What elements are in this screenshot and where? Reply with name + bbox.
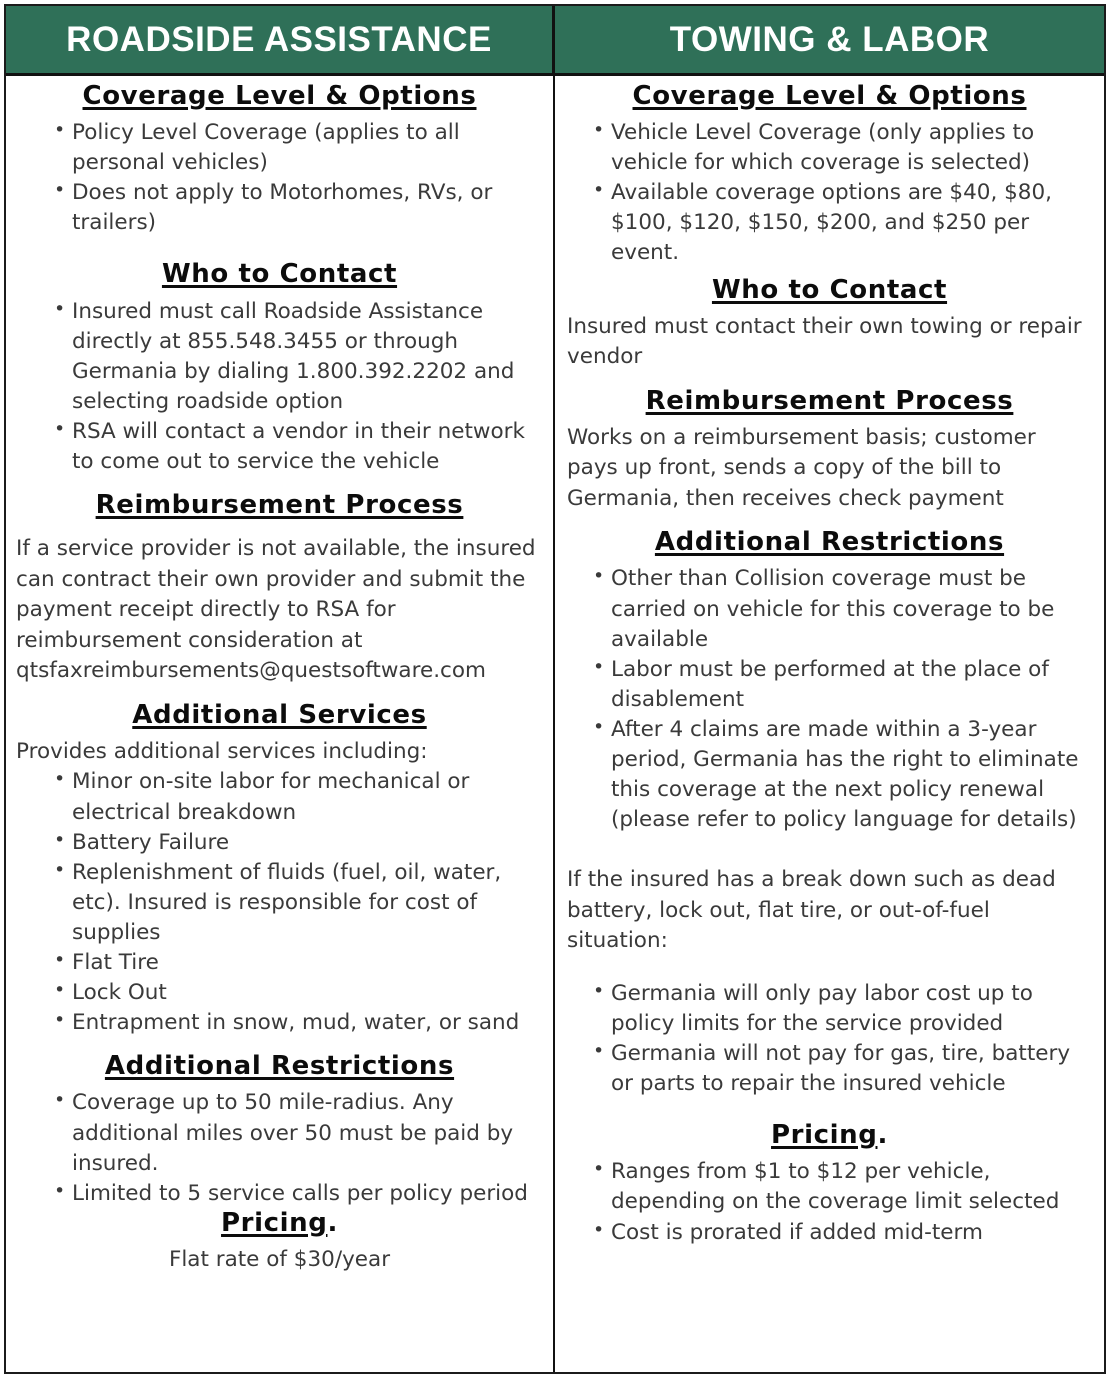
heading-reimbursement-process-left-text: Reimbursement Process [95,490,464,521]
heading-additional-restrictions-left-text: Additional Restrictions [104,1051,455,1082]
list-item: • Flat Tire [54,948,543,978]
list-restrictions-left [16,1088,543,1208]
spacer [16,290,543,297]
header-cell-towing-labor [555,6,1104,73]
heading-reimbursement-process-right [567,387,1092,416]
list-item: • After 4 claims are made within a 3-year period, Germania has the right to eliminate this coverage at the next policy renewal (please refer to policy language for details) [593,715,1092,835]
list-item: • Germania will not pay for gas, tire, battery or parts to repair the insured vehicle [593,1039,1092,1099]
heading-additional-services-left [16,701,543,730]
list-item: • Does not apply to Motorhomes, RVs, or trailers) [54,178,543,238]
spacer [16,477,543,491]
list-item: • Labor must be performed at the place of disablement [593,655,1092,715]
heading-additional-restrictions-right-text: Additional Restrictions [654,527,1005,558]
list-item: • Cost is prorated if added mid-term [593,1218,1092,1248]
list-item: • Battery Failure [54,828,543,858]
spacer [567,557,1092,564]
heading-coverage-level-options-right [567,82,1092,111]
list-item: • Ranges from $1 to $12 per vehicle, depending on the coverage limit selected [593,1157,1092,1217]
heading-additional-restrictions-right [567,528,1092,557]
spacer [16,1238,543,1245]
table-body-row [6,76,1104,1372]
spacer [16,111,543,118]
list-item: • Other than Collision coverage must be carried on vehicle for this coverage to be available [593,564,1092,654]
spacer [567,835,1092,865]
list-coverage-left [16,118,543,238]
spacer [567,416,1092,423]
spacer [16,1081,543,1088]
list-pricing-right [567,1157,1092,1247]
header-title-towing-labor: TOWING & LABOR [669,20,990,59]
paragraph-reimbursement-right: Works on a reimbursement basis; customer pays up front, sends a copy of the bill to Germania, then receives check payment [567,424,1036,511]
list-item: • Coverage up to 50 mile-radius. Any additional miles over 50 must be paid by insured. [54,1088,543,1178]
heading-pricing-left [16,1209,543,1238]
list-item: • Insured must call Roadside Assistance directly at 855.548.3455 or through Germania by dialing 1.800.392.2202 and selecting roadside option [54,297,543,417]
paragraph-additional-services-intro: Provides additional services including: [16,738,428,764]
spacer [567,514,1092,528]
spacer [16,687,543,701]
heading-pricing-right-suffix: . [877,1120,888,1151]
list-item: • Entrapment in snow, mud, water, or sand [54,1008,543,1038]
list-contact-left [16,297,543,478]
heading-who-to-contact-left [16,260,543,289]
spacer [567,957,1092,979]
list-item: • Policy Level Coverage (applies to all personal vehicles) [54,118,543,178]
list-item: • Replenishment of fluids (fuel, oil, water, etc). Insured is responsible for cost of supplies [54,858,543,948]
list-item: • Lock Out [54,978,543,1008]
heading-additional-services-left-text: Additional Services [132,699,427,730]
header-title-roadside-assistance: ROADSIDE ASSISTANCE [66,20,492,59]
spacer [16,1038,543,1052]
heading-reimbursement-process-right-text: Reimbursement Process [645,385,1014,416]
column-towing-labor [555,76,1104,1372]
spacer [567,111,1092,118]
list-item: • Minor on-site labor for mechanical or electrical breakdown [54,767,543,827]
paragraph-reimbursement-left: If a service provider is not available, the insured can contract their own provider and submit the payment receipt directly to RSA for reimbursement consideration at qtsfaxreimbursements@questsoftware.com [16,536,536,684]
heading-pricing-left-text: Pricing [221,1207,328,1238]
spacer [16,238,543,260]
list-restrictions-right [567,564,1092,835]
heading-coverage-level-options-right-text: Coverage Level & Options [632,81,1027,111]
spacer [567,1150,1092,1157]
table-header-row [6,6,1104,76]
spacer [567,1099,1092,1121]
list-breakdown-right [567,979,1092,1099]
list-item: • Vehicle Level Coverage (only applies to vehicle for which coverage is selected) [593,118,1092,178]
spacer [16,520,543,534]
heading-coverage-level-options-left [16,82,543,111]
column-roadside-assistance [6,76,555,1372]
heading-pricing-left-suffix: . [327,1207,338,1238]
heading-coverage-level-options-left-text: Coverage Level & Options [82,81,477,111]
list-coverage-right [567,118,1092,268]
list-item: • Germania will only pay labor cost up to policy limits for the service provided [593,979,1092,1039]
heading-pricing-right-text: Pricing [771,1120,878,1151]
list-item: • Available coverage options are $40, $80, $100, $120, $150, $200, and $250 per event. [593,178,1092,268]
heading-pricing-right [567,1121,1092,1150]
paragraph-pricing-left: Flat rate of $30/year [168,1246,391,1272]
heading-who-to-contact-right-text: Who to Contact [711,274,948,305]
paragraph-breakdown-intro-right: If the insured has a break down such as dead battery, lock out, flat tire, or out-of-fuel situation: [567,867,1056,954]
heading-who-to-contact-right [567,276,1092,305]
list-additional-services-left [16,767,543,1038]
heading-reimbursement-process-left [16,491,543,520]
spacer [567,373,1092,387]
paragraph-contact-right: Insured must contact their own towing or repair vendor [567,313,1082,370]
table-frame [4,4,1106,1374]
heading-who-to-contact-left-text: Who to Contact [161,259,398,290]
list-item: • Limited to 5 service calls per policy period [54,1179,543,1209]
spacer [16,730,543,737]
spacer [567,305,1092,312]
list-item: • RSA will contact a vendor in their network to come out to service the vehicle [54,417,543,477]
heading-additional-restrictions-left [16,1052,543,1081]
header-cell-roadside-assistance [6,6,555,73]
